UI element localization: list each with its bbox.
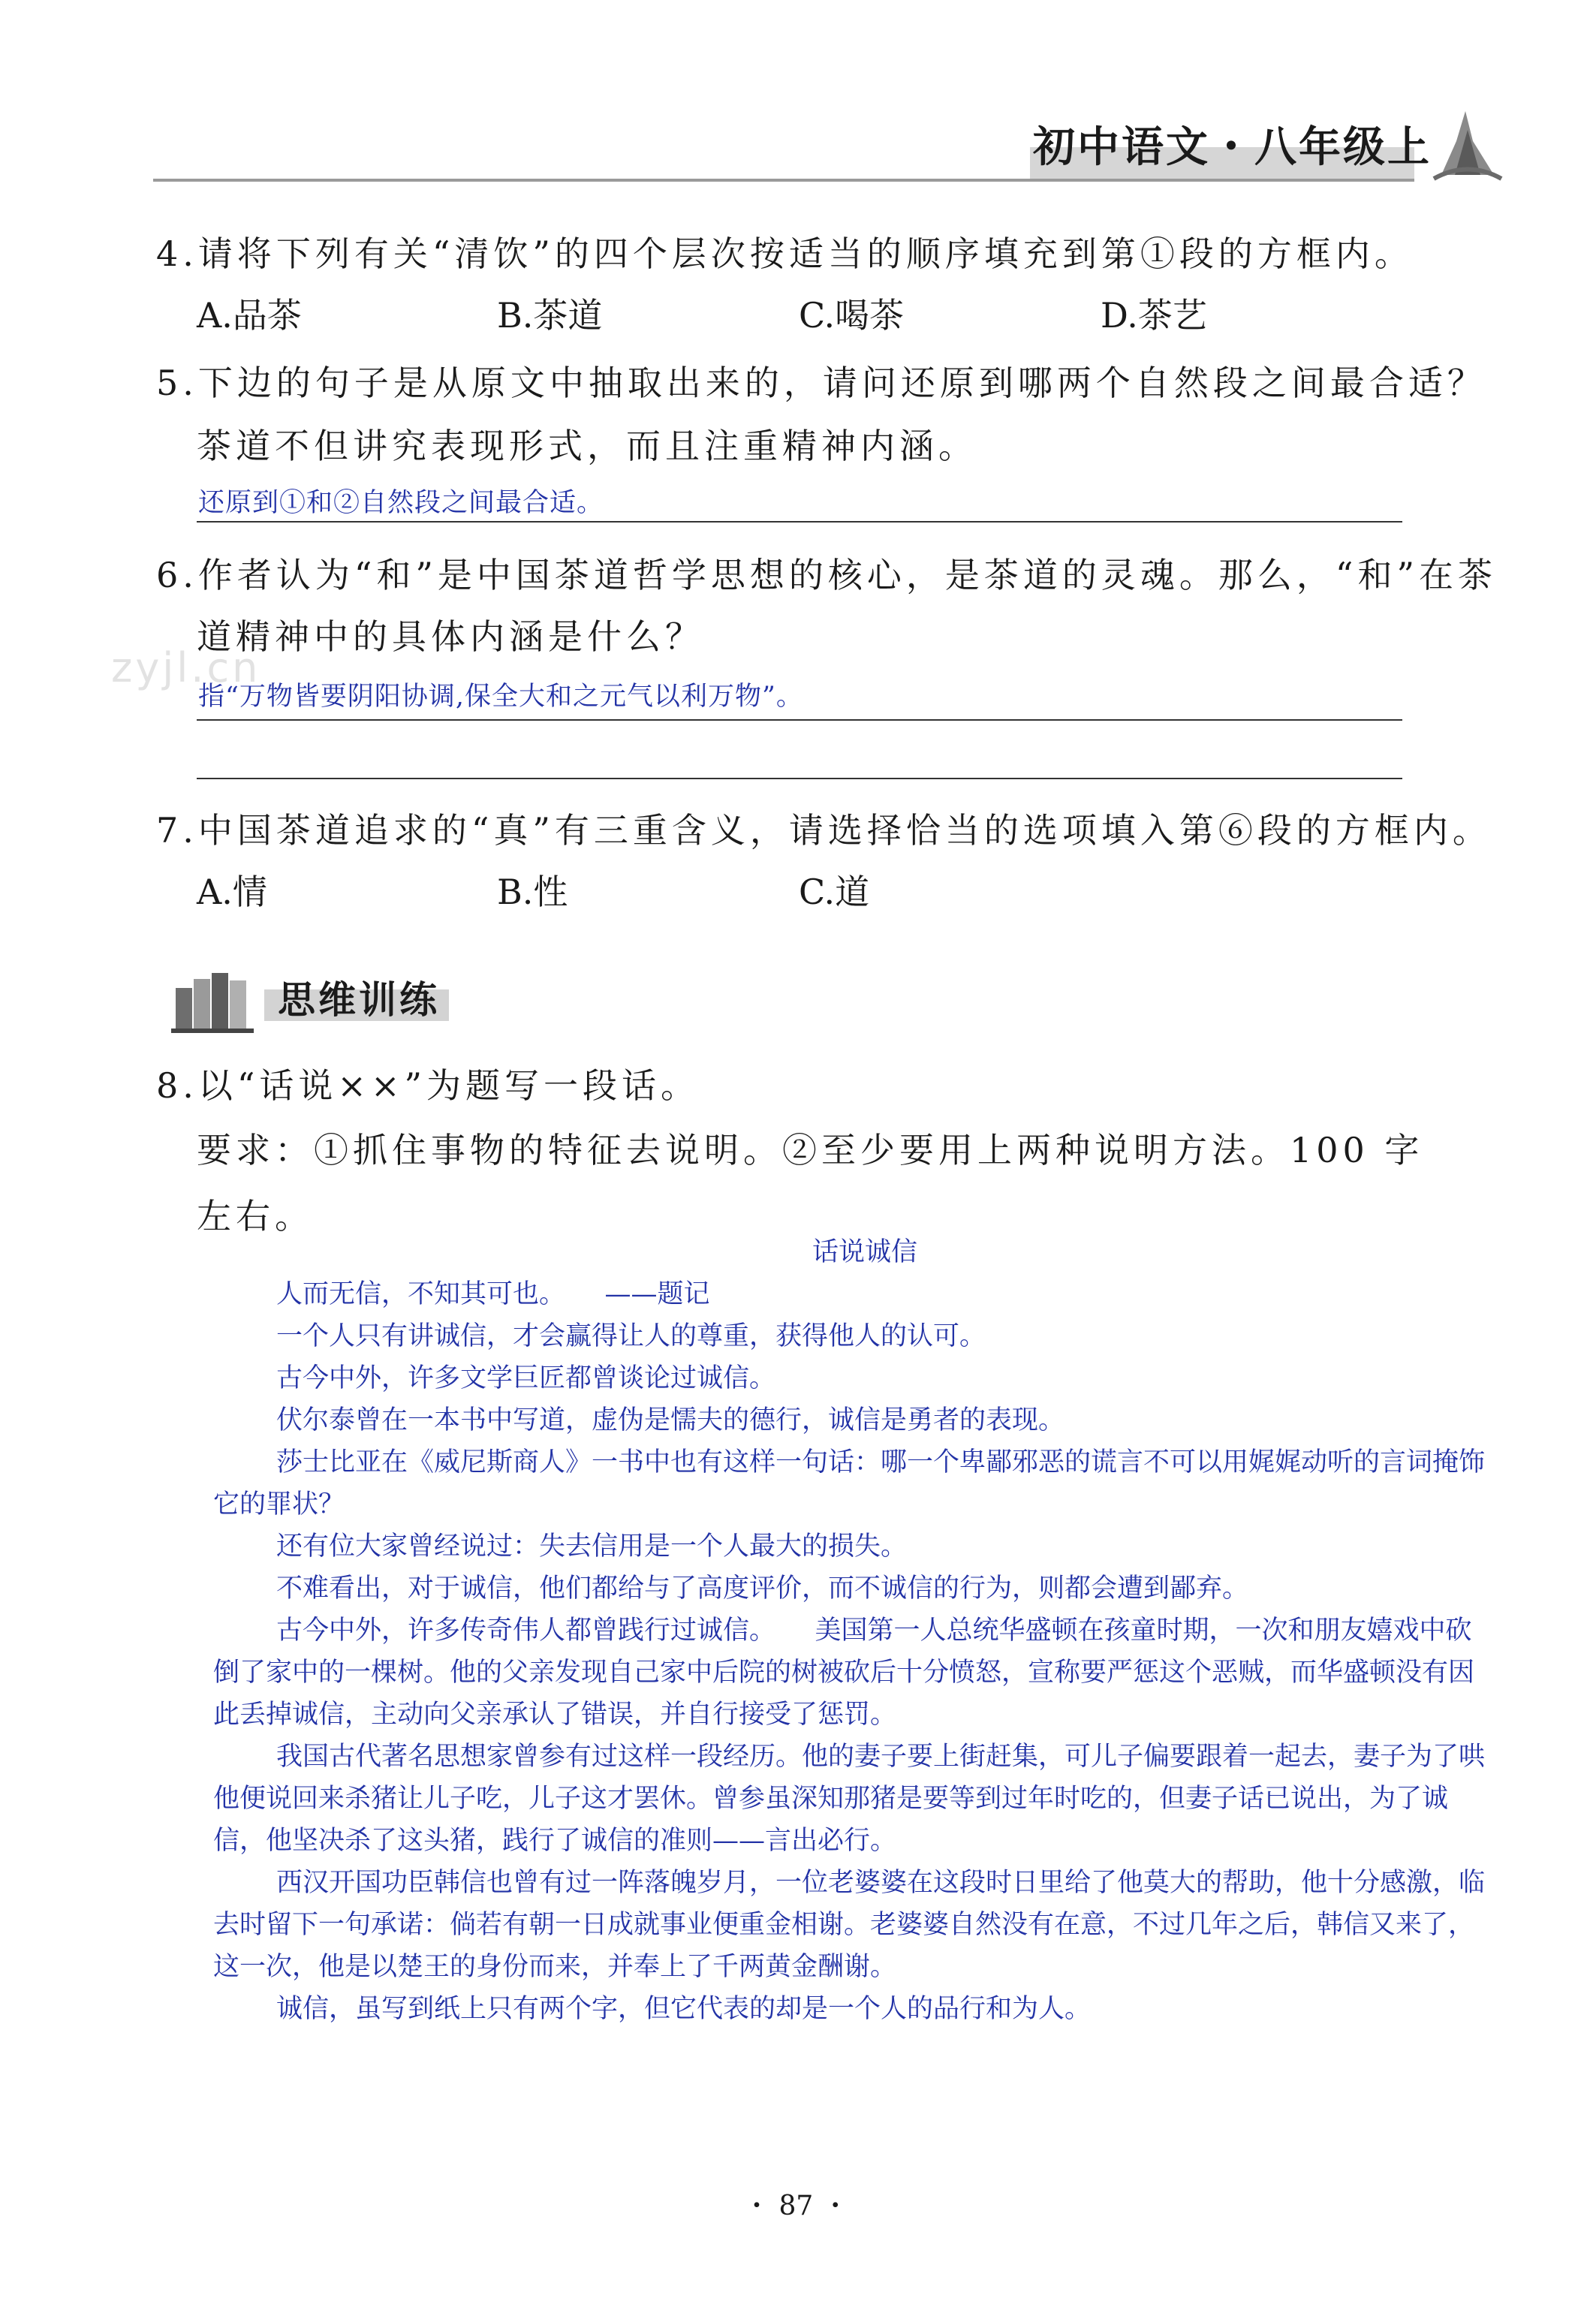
q8-requirement-line1: 要求：①抓住事物的特征去说明。②至少要用上两种说明方法。100 字 bbox=[197, 1130, 1424, 1170]
q7-option-c: C.道 bbox=[799, 872, 870, 912]
question-7: 7.中国茶道追求的“真”有三重含义，请选择恰当的选项填入第⑥段的方框内。 bbox=[156, 810, 1492, 851]
essay-paragraph: 还有位大家曾经说过：失去信用是一个人最大的损失。 bbox=[276, 1531, 908, 1562]
q8-requirement-line2: 左右。 bbox=[197, 1196, 314, 1236]
essay-paragraph: 不难看出，对于诚信，他们都给与了高度评价，而不诚信的行为，则都会遭到鄙弃。 bbox=[276, 1574, 1249, 1604]
essay-paragraph: 古今中外，许多传奇伟人都曾践行过诚信。 美国第一人总统华盛顿在孩童时期，一次和朋友嬉戏中砍倒了家中的一棵树。他的父亲发现自己家中后院的树被砍后十分愤怒，宣称要严惩这个恶贼，而华盛顿没有因此丢掉诚信，主动向父亲承认了错误，并自行接受了惩罚。 bbox=[213, 1616, 1475, 1730]
question-6-line1: 6.作者认为“和”是中国茶道哲学思想的核心，是茶道的灵魂。那么，“和”在茶 bbox=[156, 555, 1497, 595]
question-6-line2: 道精神中的具体内涵是什么？ bbox=[197, 616, 704, 657]
essay-paragraph: 西汉开国功臣韩信也曾有过一阵落魄岁月，一位老婆婆在这段时日里给了他莫大的帮助，他十分感激，临去时留下一句承诺：倘若有朝一日成就事业便重金相谢。老婆婆自然没有在意，不过几年之后，韩信又来了，这一次，他是以楚王的身份而来，并奉上了千两黄金酬谢。 bbox=[213, 1868, 1486, 1982]
question-4: 4.请将下列有关“清饮”的四个层次按适当的顺序填充到第①段的方框内。 bbox=[156, 233, 1414, 274]
essay-epigraph: 人而无信，不知其可也。 ——题记 bbox=[276, 1279, 710, 1309]
essay-title: 话说诚信 bbox=[812, 1237, 918, 1267]
header-rule bbox=[153, 179, 1414, 182]
essay-paragraph: 一个人只有讲诚信，才会赢得让人的尊重，获得他人的认可。 bbox=[276, 1321, 986, 1351]
answer-line bbox=[197, 521, 1402, 523]
answer-line bbox=[197, 719, 1402, 721]
header-title: 初中语文・八年级上 bbox=[1033, 122, 1432, 172]
tree-logo-icon bbox=[1426, 96, 1509, 189]
essay-paragraph: 莎士比亚在《威尼斯商人》一书中也有这样一句话：哪一个卑鄙邪恶的谎言不可以用娓娓动听的言词掩饰它的罪状？ bbox=[213, 1447, 1486, 1519]
essay-paragraph: 古今中外，许多文学巨匠都曾谈论过诚信。 bbox=[276, 1363, 776, 1393]
q5-answer: 还原到①和②自然段之间最合适。 bbox=[198, 488, 604, 518]
watermark: zyjl.cn bbox=[111, 644, 261, 691]
books-icon bbox=[171, 959, 261, 1038]
q4-option-c: C.喝茶 bbox=[799, 295, 905, 336]
question-8: 8.以“话说××”为题写一段话。 bbox=[156, 1065, 700, 1106]
q5-sentence: 茶道不但讲究表现形式，而且注重精神内涵。 bbox=[197, 426, 977, 466]
q4-option-b: B.茶道 bbox=[497, 295, 603, 336]
page-number: ・ 87 ・ bbox=[743, 2191, 849, 2221]
answer-line bbox=[197, 778, 1402, 779]
q7-option-a: A.情 bbox=[197, 872, 267, 912]
essay-paragraph: 诚信，虽写到纸上只有两个字，但它代表的却是一个人的品行和为人。 bbox=[276, 1994, 1092, 2024]
q6-answer: 指“万物皆要阴阳协调,保全大和之元气以利万物”。 bbox=[198, 682, 803, 712]
question-5: 5.下边的句子是从原文中抽取出来的，请问还原到哪两个自然段之间最合适？ bbox=[156, 363, 1486, 403]
q4-option-a: A.品茶 bbox=[197, 295, 302, 336]
section-title: 思维训练 bbox=[278, 978, 440, 1022]
essay-paragraph: 伏尔泰曾在一本书中写道，虚伪是懦夫的德行，诚信是勇者的表现。 bbox=[276, 1405, 1065, 1435]
q7-option-b: B.性 bbox=[497, 872, 568, 912]
q4-option-d: D.茶艺 bbox=[1101, 295, 1207, 336]
essay-paragraph: 我国古代著名思想家曾参有过这样一段经历。他的妻子要上街赶集，可儿子偏要跟着一起去，妻子为了哄他便说回来杀猪让儿子吃，儿子这才罢休。曾参虽深知那猪是要等到过年时吃的，但妻子话已说出，为了诚信，他坚决杀了这头猪，践行了诚信的准则——言出必行。 bbox=[213, 1742, 1486, 1856]
